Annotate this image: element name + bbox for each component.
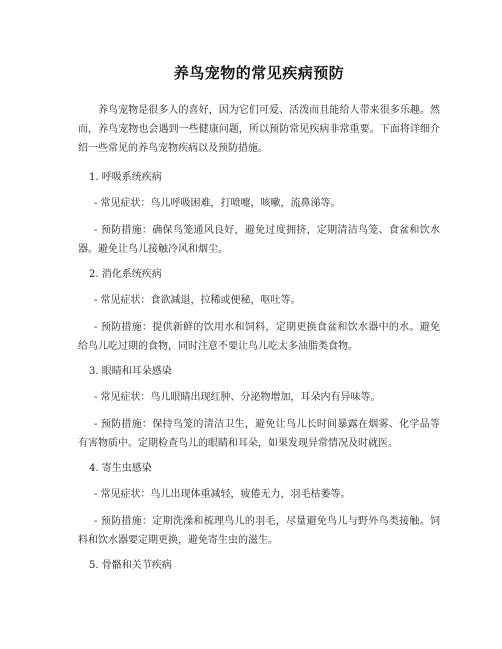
prevention-text: - 预防措施：保持鸟笼的清洁卫生，避免让鸟儿长时间暴露在烟雾、化学品等有害物质中。定期检查鸟儿的眼睛和耳朵，如果发现异常情况及时就医。 (78, 419, 440, 449)
section-heading: 4. 寄生虫感染 (89, 463, 152, 474)
section-respiratory (78, 170, 440, 259)
symptoms-text: - 常见症状：食欲减退，拉稀或便秘，呕吐等。 (94, 295, 301, 306)
section-parasites (78, 461, 440, 550)
section-heading: 3. 眼睛和耳朵感染 (89, 366, 172, 377)
intro-paragraph: 养鸟宠物是很多人的喜好，因为它们可爱、活泼而且能给人带来很多乐趣。然而，养鸟宠物也会遇到一些健康问题，所以预防常见疾病非常重要。下面将详细介绍一些常见的养鸟宠物疾病以及预防措施。 (78, 105, 440, 154)
section-bones-joints (78, 558, 440, 574)
section-heading: 2. 消化系统疾病 (89, 269, 162, 280)
symptoms-text: - 常见症状：鸟儿出现体重减轻，疲倦无力，羽毛枯萎等。 (94, 489, 351, 500)
symptoms-text: - 常见症状：鸟儿眼睛出现红肿、分泌物增加，耳朵内有异味等。 (94, 392, 381, 403)
page-title: 养鸟宠物的常见疾病预防 (173, 64, 345, 82)
prevention-text: - 预防措施：提供新鲜的饮用水和饲料，定期更换食盆和饮水器中的水。避免给鸟儿吃过期的食物，同时注意不要让鸟儿吃太多油脂类食物。 (78, 322, 440, 352)
section-digestive (78, 267, 440, 356)
section-eye-ear (78, 364, 440, 453)
prevention-text: - 预防措施：确保鸟笼通风良好，避免过度拥挤，定期清洁鸟笼、食盆和饮水器。避免让鸟儿接触冷风和烟尘。 (78, 225, 440, 255)
symptoms-text: - 常见症状：鸟儿呼吸困难，打喷嚏，咳嗽，流鼻涕等。 (94, 198, 341, 209)
section-heading: 5. 骨骼和关节疾病 (89, 560, 172, 571)
section-heading: 1. 呼吸系统疾病 (89, 172, 162, 183)
prevention-text: - 预防措施：定期洗澡和梳理鸟儿的羽毛，尽量避免鸟儿与野外鸟类接触。饲料和饮水器要定期更换，避免寄生虫的滋生。 (78, 516, 440, 546)
